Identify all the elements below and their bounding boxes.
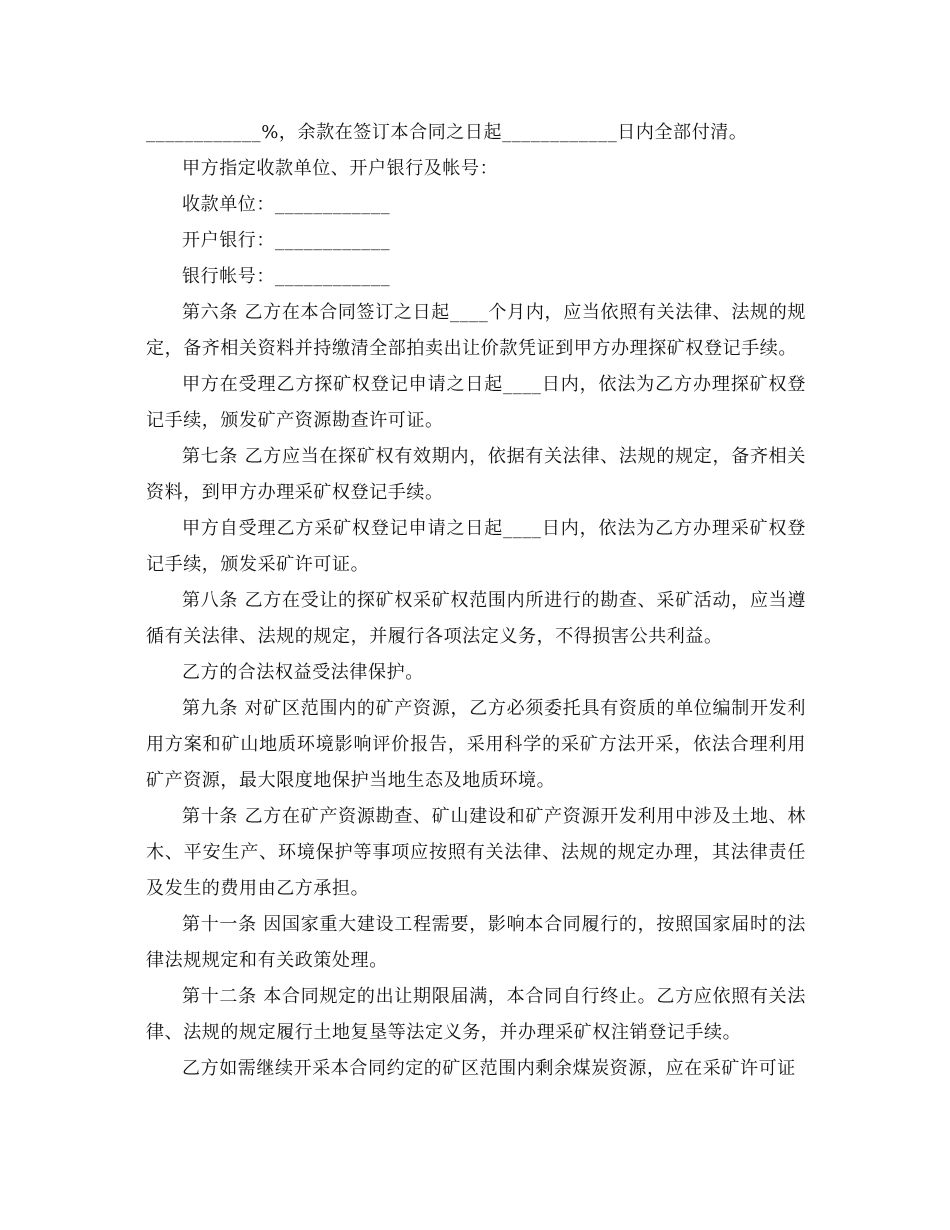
article-7-paragraph: 第七条 乙方应当在探矿权有效期内，依据有关法律、法规的规定，备齐相关资料，到甲方办理采矿权登记手续。	[146, 446, 806, 503]
continued-mining-paragraph: 乙方如需继续开采本合同约定的矿区范围内剩余煤炭资源，应在采矿许可证	[182, 1058, 796, 1079]
article-9-paragraph: 第九条 对矿区范围内的矿产资源，乙方必须委托具有资质的单位编制开发利用方案和矿山地质环境影响评价报告，采用科学的采矿方法开采，依法合理利用矿产资源，最大限度地保护当地生态及地质环境。	[146, 698, 806, 791]
bank-name-line: 开户银行：____________	[182, 230, 391, 251]
legal-rights-paragraph: 乙方的合法权益受法律保护。	[182, 662, 424, 683]
article-10-paragraph: 第十条 乙方在矿产资源勘查、矿山建设和矿产资源开发利用中涉及土地、林木、平安生产、环境保护等事项应按照有关法律、法规的规定办理，其法律责任及发生的费用由乙方承担。	[146, 806, 806, 899]
article-8-paragraph: 第八条 乙方在受让的探矿权采矿权范围内所进行的勘查、采矿活动，应当遵循有关法律、法规的规定，并履行各项法定义务，不得损害公共利益。	[146, 590, 806, 647]
article-12-paragraph: 第十二条 本合同规定的出让期限届满，本合同自行终止。乙方应依照有关法律、法规的规定履行土地复垦等法定义务，并办理采矿权注销登记手续。	[146, 986, 806, 1043]
payee-unit-line: 收款单位：____________	[182, 194, 391, 215]
payee-info-heading: 甲方指定收款单位、开户银行及帐号：	[182, 158, 499, 179]
document-body	[146, 115, 806, 1087]
payment-balance-paragraph: ____________%，余款在签订本合同之日起____________日内全部付清。	[146, 122, 748, 143]
bank-account-line: 银行帐号：____________	[182, 266, 391, 287]
exploration-registration-paragraph: 甲方在受理乙方探矿权登记申请之日起____日内，依法为乙方办理探矿权登记手续，颁发矿产资源勘查许可证。	[146, 374, 806, 431]
mining-registration-paragraph: 甲方自受理乙方采矿权登记申请之日起____日内，依法为乙方办理采矿权登记手续，颁发采矿许可证。	[146, 518, 806, 575]
article-6-paragraph: 第六条 乙方在本合同签订之日起____个月内，应当依照有关法律、法规的规定，备齐相关资料并持缴清全部拍卖出让价款凭证到甲方办理探矿权登记手续。	[146, 302, 806, 359]
article-11-paragraph: 第十一条 因国家重大建设工程需要，影响本合同履行的，按照国家届时的法律法规规定和有关政策处理。	[146, 914, 806, 971]
